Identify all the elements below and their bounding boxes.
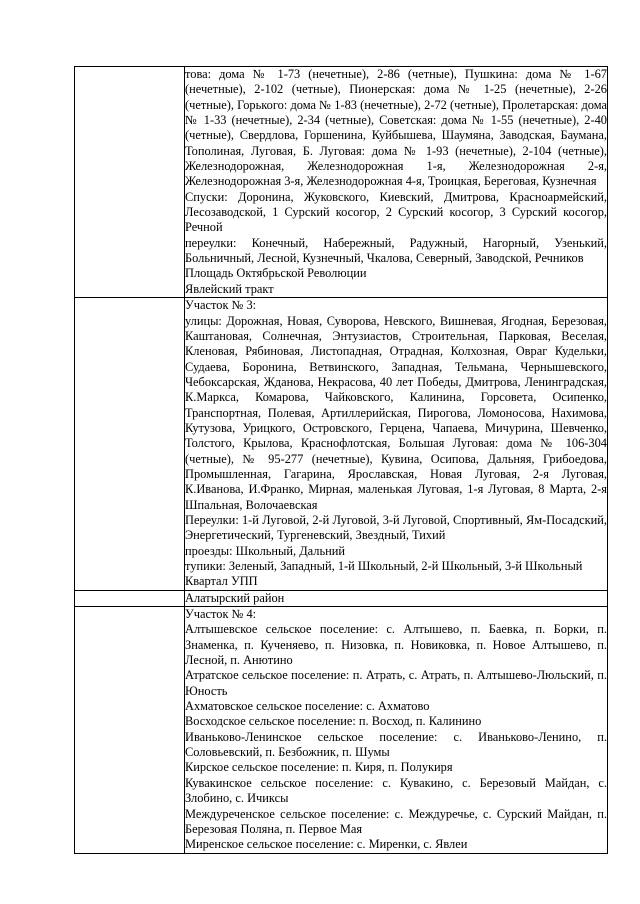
- left-cell: [75, 67, 185, 298]
- settlement-line: Кувакинское сельское поселение: с. Кувакино, с. Березовый Майдан, с. Злобино, с. Ичиксы: [185, 775, 607, 806]
- content-cell: [185, 607, 608, 854]
- descents-list: Спуски: Доронина, Жуковского, Киевский, Дмитрова, Красноармейский, Лесозаводской, 1 Сурский косогор, 2 Сурский косогор, 3 Сурский косогор, Речной: [185, 189, 607, 235]
- section-title: Участок № 4:: [185, 607, 257, 622]
- lanes-list: переулки: Конечный, Набережный, Радужный, Нагорный, Узенький, Больничный, Лесной, Кузнечный, Чкалова, Северный, Заводской, Речников: [185, 235, 607, 266]
- content-cell: [185, 298, 608, 591]
- settlement-line: Алтышевское сельское поселение: с. Алтышево, п. Баевка, п. Борки, п. Знаменка, п. Кученяево, п. Низовка, п. Новиковка, п. Новое Алтышево, п. Лесной, п. Анютино: [185, 622, 607, 668]
- table-row: [75, 590, 608, 606]
- street-list: това: дома № 1-73 (нечетные), 2-86 (четные), Пушкина: дома № 1-67 (нечетные), 2-102 (четные), Пионерская: дома № 1-25 (нечетные), 2-26 (четные), Горького: дома № 1-83 (нечетные), 2-72 (четные), Пролетарская: дома № 1-33 (нечетные), 2-34 (четные), Советская: дома № 1-55 (нечетные), 2-40 (четные), Свердлова, Горшенина, Куйбышева, Шаумяна, Заводская, Баумана, Тополиная, Луговая, Б. Луговая: дома № 1-93 (нечетные), 2-104 (четные), Железнодорожная, Железнодорожная 1-я, Железнодорожная 2-я, Железнодорожная 3-я, Железнодорожная 4-я, Троицкая, Береговая, Кузнечная: [185, 67, 607, 189]
- left-cell: [75, 590, 185, 606]
- settlement-line: Миренское сельское поселение: с. Миренки, с. Явлеи: [185, 837, 468, 852]
- street-list: улицы: Дорожная, Новая, Суворова, Невского, Вишневая, Ягодная, Березовая, Каштановая, Солнечная, Энтузиастов, Строительная, Парковая, Веселая, Кленовая, Рябиновая, Листопадная, Отрадная, Колхозная, Овраг Кудельки, Судаева, Боронина, Ветвинского, Западная, Тельмана, Чернышевского, Чебоксарская, Жданова, Некрасова, 40 лет Победы, Дмитрова, Ленинградская, К.Маркса, Комарова, Чайковского, Калинина, Горсовета, Осипенко, Транспортная, Полевая, Артиллерийская, Пирогова, Ломоносова, Нахимова, Кутузова, Урицкого, Островского, Герцена, Чапаева, Мичурина, Шевченко, Толстого, Крылова, Краснофлотская, Большая Луговая: дома № 106-304 (четные), № 95-277 (нечетные), Кувина, Осипова, Дальняя, Грибоедова, Промышленная, Гагарина, Ярославская, Новая Луговая, 2-я Луговая, К.Иванова, И.Франко, Мирная, маленькая Луговая, 1-я Луговая, 8 Марта, 2-я Шпальная, Волочаевская: [185, 313, 607, 512]
- settlement-line: Атратское сельское поселение: п. Атрать, с. Атрать, п. Алтышево-Люльский, п. Юность: [185, 668, 607, 698]
- dead-ends-list: тупики: Зеленый, Западный, 1-й Школьный, 2-й Школьный, 3-й Школьный: [185, 559, 583, 573]
- settlement-line: Ахматовское сельское поселение: с. Ахматово: [185, 699, 430, 714]
- left-cell: [75, 298, 185, 591]
- district-table: [74, 66, 608, 854]
- tract-line: Явлейский тракт: [185, 281, 274, 296]
- passages-list: проезды: Школьный, Дальний: [185, 543, 345, 558]
- district-header: Алатырский район: [185, 590, 608, 606]
- settlement-line: Междуреченское сельское поселение: с. Междуречье, с. Сурский Майдан, п. Березовая Поляна, п. Первое Мая: [185, 806, 607, 836]
- table-row: [75, 298, 608, 591]
- lanes-list: Переулки: 1-й Луговой, 2-й Луговой, 3-й Луговой, Спортивный, Ям-Посадский, Энергетический, Тургеневский, Звездный, Тихий: [185, 512, 607, 543]
- settlement-line: Восходское сельское поселение: п. Восход, п. Калинино: [185, 714, 482, 729]
- settlement-line: Кирское сельское поселение: п. Киря, п. Полукиря: [185, 760, 453, 775]
- table-row: [75, 607, 608, 854]
- square-line: Площадь Октябрьской Революции: [185, 266, 367, 281]
- table-row: [75, 67, 608, 298]
- left-cell: [75, 607, 185, 854]
- section-title: Участок № 3:: [185, 298, 257, 313]
- settlement-line: Иваньково-Ленинское сельское поселение: с. Иваньково-Ленино, п. Соловьевский, п. Безбожник, п. Шумы: [185, 729, 607, 760]
- quarter-line: Квартал УПП: [185, 574, 258, 589]
- content-cell: [185, 67, 608, 298]
